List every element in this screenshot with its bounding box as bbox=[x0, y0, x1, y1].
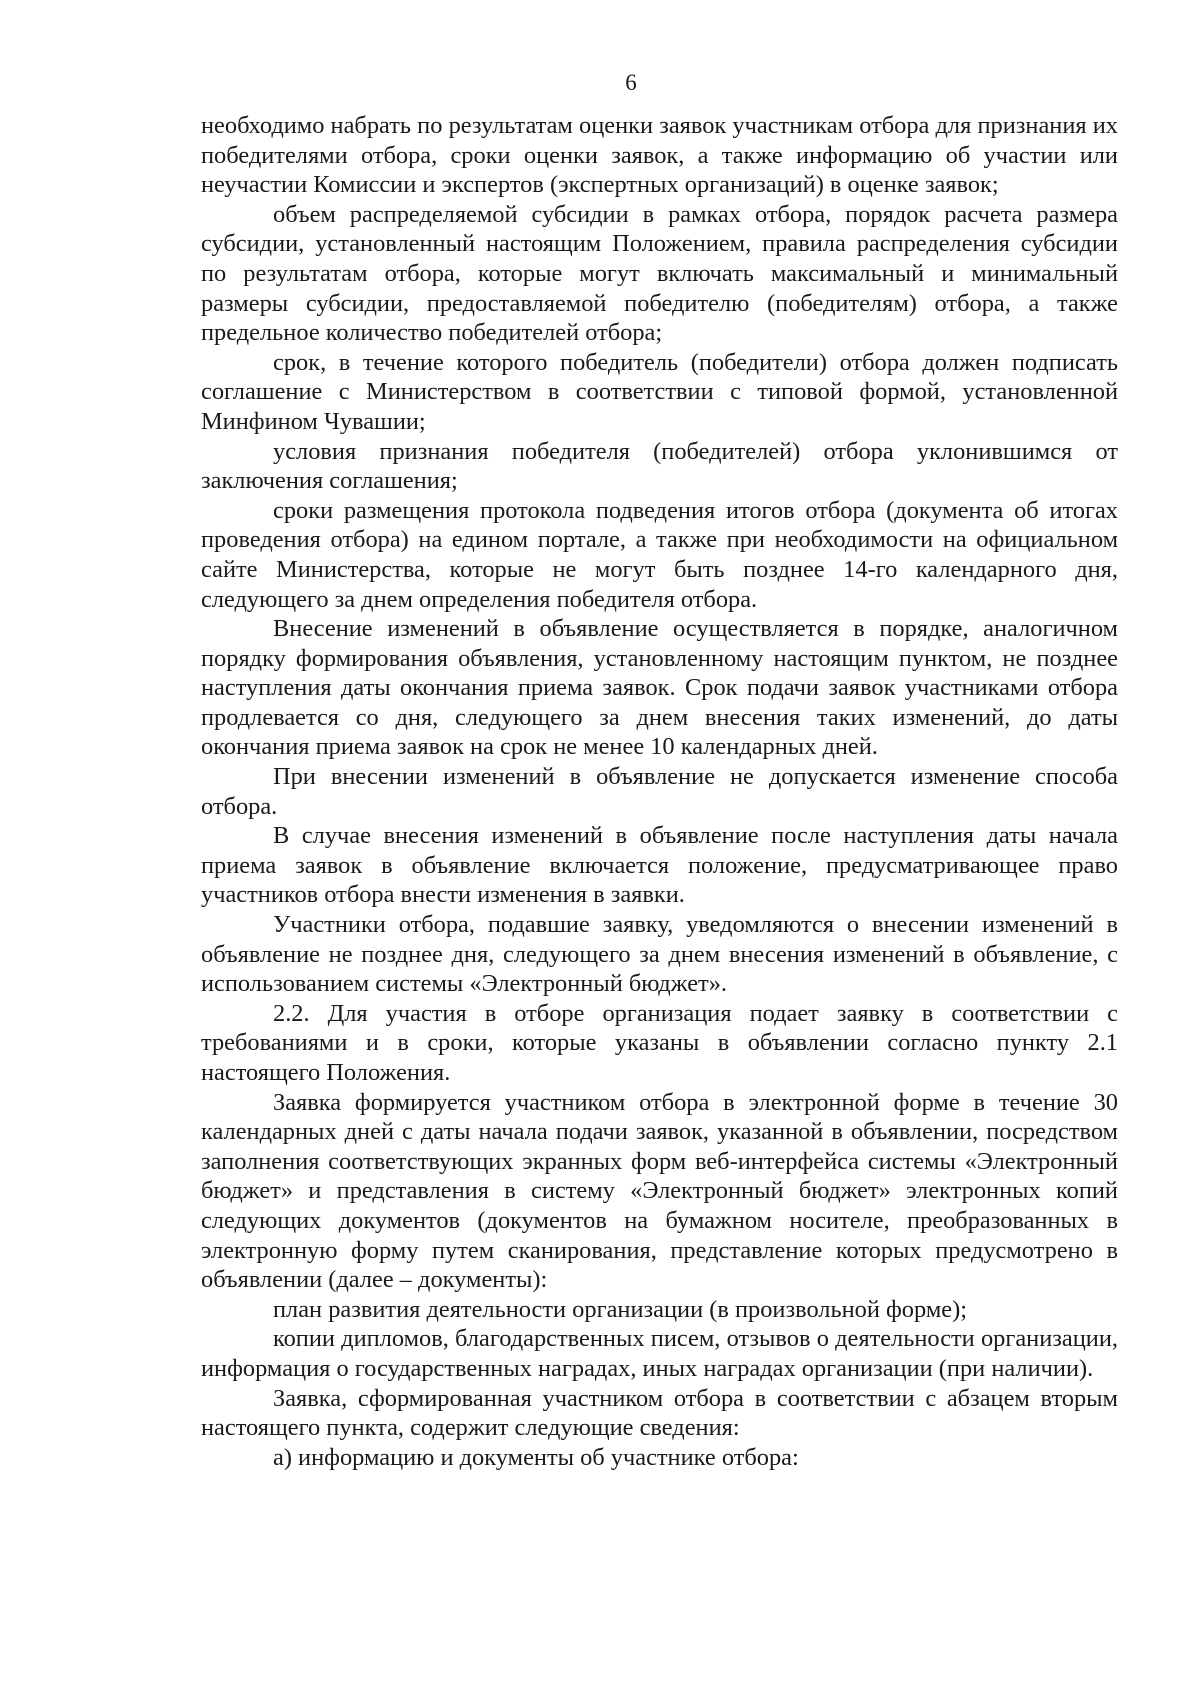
paragraph-5: сроки размещения протокола подведения итогов отбора (документа об итогах проведения отбора) на едином портале, а также при необходимости на официальном сайте Министерства, которые не могут быть позднее 14-го календарного дня, следующего за днем определения победителя отбора. bbox=[201, 496, 1118, 613]
paragraph-10: 2.2. Для участия в отборе организация подает заявку в соответствии с требованиями и в сроки, которые указаны в объявлении согласно пункту 2.1 настоящего Положения. bbox=[201, 999, 1118, 1086]
paragraph-7: При внесении изменений в объявление не допускается изменение способа отбора. bbox=[201, 763, 1118, 820]
paragraph-11: Заявка формируется участником отбора в электронной форме в течение 30 календарных дней с даты начала подачи заявок, указанной в объявлении, посредством заполнения соответствующих экранных форм веб-интерфейса системы «Электронный бюджет» и представления в систему «Электронный бюджет» электронных копий следующих документов (документов на бумажном носителе, преобразованных в электронную форму путем сканирования, представление которых предусмотрено в объявлении (далее – документы): bbox=[201, 1088, 1118, 1294]
page-number: 6 bbox=[625, 70, 637, 95]
paragraph-9: Участники отбора, подавшие заявку, уведомляются о внесении изменений в объявление не позднее дня, следующего за днем внесения изменений в объявление, с использованием системы «Электронный бюджет». bbox=[201, 911, 1118, 998]
paragraph-8: В случае внесения изменений в объявление после наступления даты начала приема заявок в объявление включается положение, предусматривающее право участников отбора внести изменения в заявки. bbox=[201, 822, 1118, 909]
paragraph-2: объем распределяемой субсидии в рамках отбора, порядок расчета размера субсидии, установленный настоящим Положением, правила распределения субсидии по результатам отбора, которые могут включать максимальный и минимальный размеры субсидии, предоставляемой победителю (победителям) отбора, а также предельное количество победителей отбора; bbox=[201, 200, 1118, 347]
paragraph-3: срок, в течение которого победитель (победители) отбора должен подписать соглашение с Министерством в соответствии с типовой формой, установленной Минфином Чувашии; bbox=[201, 348, 1118, 435]
paragraph-6: Внесение изменений в объявление осуществляется в порядке, аналогичном порядку формирования объявления, установленному настоящим пунктом, не позднее наступления даты окончания приема заявок. Срок подачи заявок участниками отбора продлевается со дня, следующего за днем внесения таких изменений, до даты окончания приема заявок на срок не менее 10 календарных дней. bbox=[201, 615, 1118, 761]
paragraph-4: условия признания победителя (победителей) отбора уклонившимся от заключения соглашения; bbox=[201, 437, 1118, 495]
paragraph-1: необходимо набрать по результатам оценки заявок участникам отбора для признания их победителями отбора, сроки оценки заявок, а также информацию об участии или неучастии Комиссии и экспертов (экспертных организаций) в оценке заявок; bbox=[201, 112, 1118, 199]
paragraph-15: а) информацию и документы об участнике отбора: bbox=[273, 1443, 799, 1471]
paragraph-14: Заявка, сформированная участником отбора в соответствии с абзацем вторым настоящего пункта, содержит следующие сведения: bbox=[201, 1384, 1118, 1442]
paragraph-12: план развития деятельности организации (в произвольной форме); bbox=[273, 1295, 967, 1323]
document-body bbox=[201, 111, 1118, 1472]
paragraph-13: копии дипломов, благодарственных писем, отзывов о деятельности организации, информация о государственных наградах, иных наградах организации (при наличии). bbox=[201, 1325, 1118, 1382]
